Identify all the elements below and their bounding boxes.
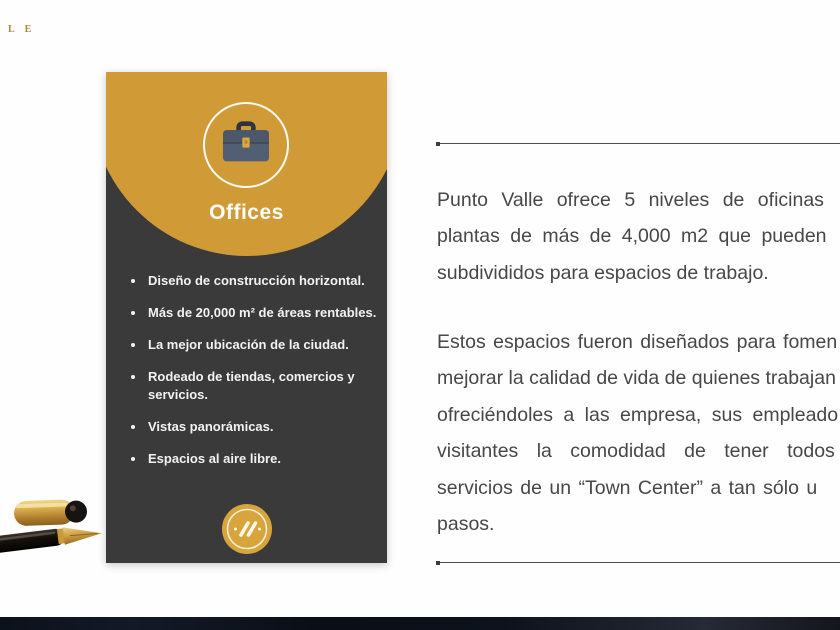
bullet-item: • Más de 20,000 m² de áreas rentables. — [146, 304, 377, 322]
bullet-item: • Espacios al aire libre. — [146, 450, 377, 468]
bullet-item: • Vistas panorámicas. — [146, 418, 377, 436]
brand-logo-fragment: L E — [8, 24, 36, 35]
brand-monogram-badge-icon — [222, 504, 272, 554]
bullet-item: • Rodeado de tiendas, comercios y servicios. — [146, 368, 377, 403]
briefcase-icon — [218, 120, 274, 171]
fountain-pen-image — [0, 470, 106, 565]
feature-bullet-list — [130, 272, 377, 482]
divider-end-dot — [436, 561, 440, 565]
divider-end-dot — [436, 142, 440, 146]
bullet-item: • Diseño de construcción horizontal. — [146, 272, 377, 290]
bullet-item: • La mejor ubicación de la ciudad. — [146, 336, 377, 354]
offices-info-card — [106, 72, 387, 563]
top-divider-line — [437, 143, 840, 144]
text-line: Estos espacios fueron diseñados para fomen — [437, 331, 838, 353]
bottom-divider-line — [437, 562, 840, 563]
text-line: servicios de un “Town Center” a tan sólo u — [437, 476, 818, 499]
text-line: Punto Valle ofrece 5 niveles de oficinas — [437, 189, 824, 211]
text-line: plantas de más de 4,000 m2 que pueden — [437, 225, 827, 248]
text-line: mejorar la calidad de vida de quienes trabajan — [437, 367, 836, 390]
text-line: visitantes la comodidad de tener todos — [437, 440, 835, 463]
bottom-photo-strip — [0, 617, 840, 630]
text-line: ofreciéndoles a las empresa, sus empleado — [437, 403, 839, 426]
paragraph-1 — [437, 182, 840, 291]
paragraph-2 — [437, 324, 840, 542]
text-line: pasos. — [437, 512, 495, 535]
text-line: subdivididos para espacios de trabajo. — [437, 261, 769, 284]
card-title: Offices — [209, 201, 284, 224]
icon-ring — [203, 102, 289, 188]
